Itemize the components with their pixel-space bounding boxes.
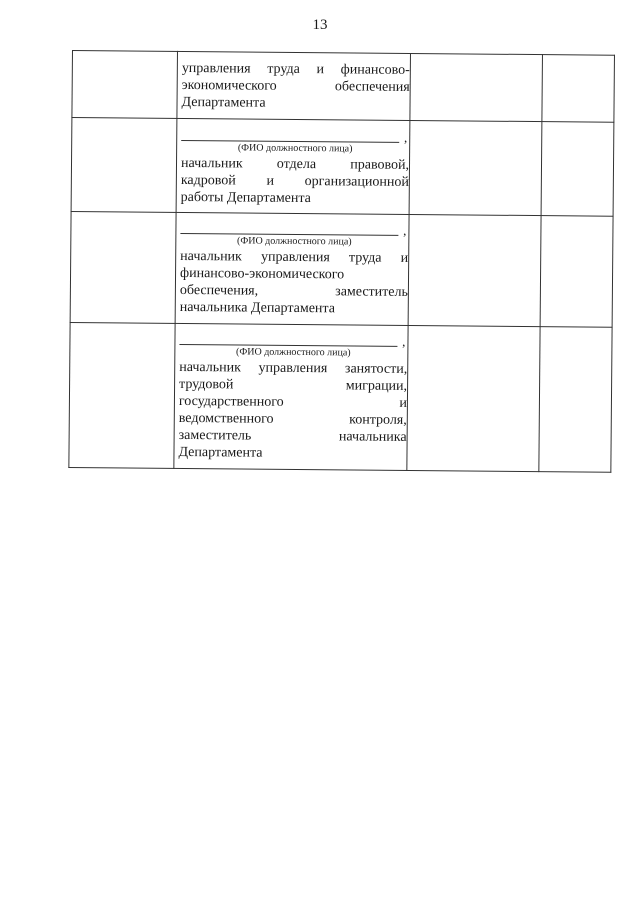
table-row bbox=[181, 60, 409, 113]
position-text-line: экономического обеспечения bbox=[181, 77, 410, 95]
table-row-divider bbox=[70, 322, 613, 328]
position-text-line: работы Департамента bbox=[180, 189, 311, 207]
table-row bbox=[181, 127, 410, 208]
position-text-line: финансово-экономического bbox=[179, 265, 345, 283]
position-text-line: ведомственного контроля, bbox=[178, 410, 407, 428]
signature-line bbox=[180, 220, 407, 238]
table-border-right bbox=[610, 55, 615, 473]
signature-comma: , bbox=[403, 129, 408, 145]
table-row-divider bbox=[71, 117, 614, 123]
fio-caption: (ФИО должностного лица) bbox=[236, 346, 351, 359]
position-text-line: заместитель начальника bbox=[178, 427, 407, 445]
table-column-divider bbox=[538, 54, 543, 472]
page-number: 13 bbox=[312, 17, 328, 33]
table-column-divider bbox=[173, 51, 178, 469]
position-text-line: государственного и bbox=[178, 393, 407, 411]
position-text-line: обеспечения, заместитель bbox=[179, 282, 408, 300]
signature-comma: , bbox=[402, 333, 406, 349]
table-row bbox=[178, 331, 407, 463]
table-border-top bbox=[72, 50, 615, 56]
position-text-line: начальника Департамента bbox=[179, 299, 336, 317]
signature-line bbox=[181, 127, 408, 145]
table-row bbox=[180, 220, 409, 318]
position-text-line: кадровой и организационной bbox=[180, 172, 409, 190]
signature-comma: , bbox=[403, 222, 407, 238]
signature-line bbox=[179, 331, 406, 349]
fio-caption: (ФИО должностного лица) bbox=[237, 142, 353, 155]
position-text-line: Департамента bbox=[181, 94, 266, 111]
position-text-line: Департамента bbox=[178, 444, 263, 461]
position-text-line: начальник управления занятости, bbox=[179, 359, 408, 377]
position-text-line: начальник управления труда и bbox=[180, 248, 409, 266]
table-border-bottom bbox=[68, 467, 611, 473]
table-row-divider bbox=[71, 211, 614, 217]
position-text-line: трудовой миграции, bbox=[179, 376, 408, 394]
table-border-left bbox=[68, 50, 73, 468]
position-text-line: управления труда и финансово- bbox=[181, 60, 410, 78]
approval-table bbox=[68, 50, 615, 473]
fio-caption: (ФИО должностного лица) bbox=[236, 235, 352, 248]
position-text-line: начальник отдела правовой, bbox=[180, 155, 410, 173]
